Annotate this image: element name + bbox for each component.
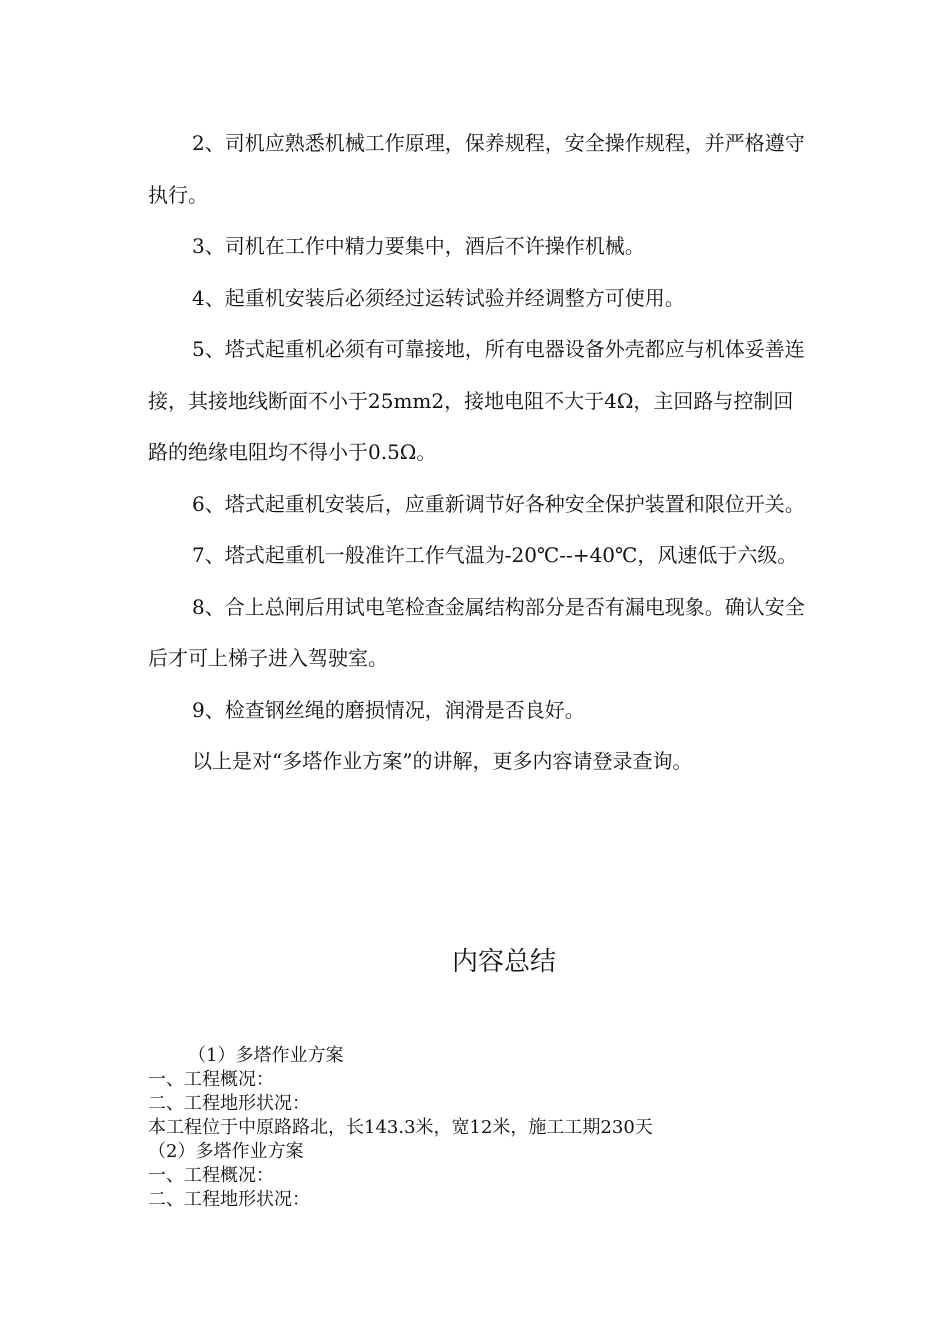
summary-line: 一、工程概况： [148, 1165, 274, 1186]
closing-paragraph: 以上是对“多塔作业方案”的讲解，更多内容请登录查询。 [192, 749, 693, 773]
summary-line: 一、工程概况： [148, 1069, 274, 1090]
paragraph-8: 8、合上总闸后用试电笔检查金属结构部分是否有漏电现象。确认安全后才可上梯子进入驾驶室。 [148, 594, 805, 670]
summary-title: 内容总结 [451, 947, 556, 977]
summary-line: 二、工程地形状况： [148, 1189, 310, 1210]
paragraph-7: 7、塔式起重机一般准许工作气温为-20℃--+40℃，风速低于六级。 [192, 543, 798, 567]
paragraph-5: 5、塔式起重机必须有可靠接地，所有电器设备外壳都应与机体妥善连接，其接地线断面不小于25mm2，接地电阻不大于4Ω，主回路与控制回路的绝缘电阻均不得小于0.5Ω。 [148, 337, 805, 464]
summary-line: 二、工程地形状况： [148, 1093, 310, 1114]
paragraph-9: 9、检查钢丝绳的磨损情况，润滑是否良好。 [192, 697, 585, 722]
paragraph-4: 4、起重机安装后必须经过运转试验并经调整方可使用。 [192, 285, 685, 310]
body-text [148, 118, 808, 788]
summary-line: 本工程位于中原路路北，长143.3米，宽12米，施工工期230天 [148, 1117, 653, 1138]
summary-list [148, 1044, 848, 1212]
paragraph-6: 6、塔式起重机安装后，应重新调节好各种安全保护装置和限位开关。 [192, 491, 805, 516]
paragraph-2: 2、司机应熟悉机械工作原理，保养规程，安全操作规程，并严格遵守执行。 [148, 131, 805, 207]
summary-line: （1）多塔作业方案 [188, 1045, 344, 1066]
paragraph-3: 3、司机在工作中精力要集中，酒后不许操作机械。 [192, 234, 645, 258]
summary-line: （2）多塔作业方案 [148, 1141, 304, 1162]
